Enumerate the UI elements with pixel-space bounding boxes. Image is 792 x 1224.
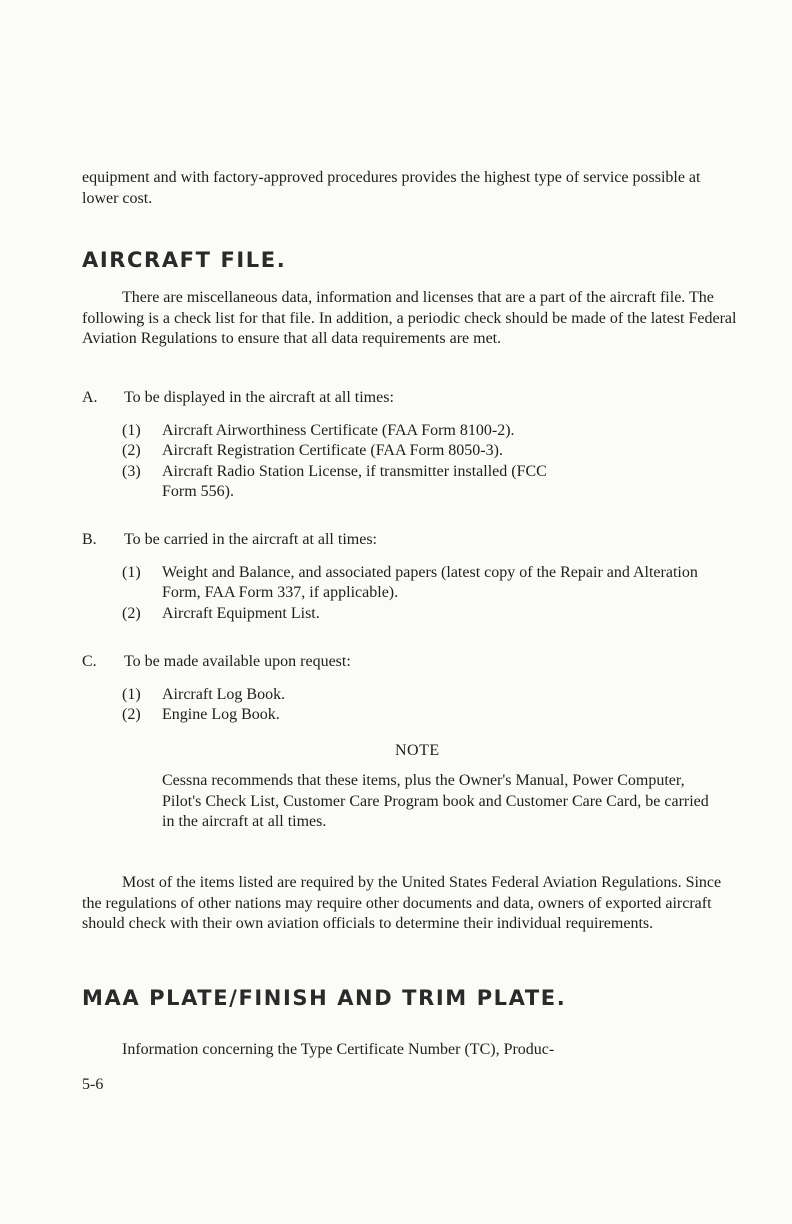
checklist-section-c	[82, 652, 742, 726]
maa-plate-paragraph: Information concerning the Type Certificate Number (TC), Produc-	[122, 1041, 555, 1058]
item-text: Aircraft Log Book.	[162, 685, 286, 703]
checklist-section-a	[82, 388, 742, 503]
list-item	[122, 705, 742, 726]
section-title: To be displayed in the aircraft at all times:	[124, 389, 394, 406]
item-number: (1)	[122, 685, 141, 703]
list-item	[122, 685, 742, 706]
list-item	[122, 604, 742, 625]
note-title: NOTE	[395, 742, 440, 759]
item-text: Aircraft Equipment List.	[162, 604, 320, 622]
item-text: Aircraft Registration Certificate (FAA Form 8050-3).	[162, 442, 503, 459]
item-number: (3)	[122, 462, 141, 480]
item-number: (2)	[122, 706, 141, 723]
checklist-section-b	[82, 530, 742, 624]
item-text: Engine Log Book.	[162, 706, 280, 723]
item-number: (2)	[122, 604, 141, 622]
section-letter: A.	[82, 389, 98, 406]
section-letter: C.	[82, 653, 97, 670]
aircraft-file-intro: There are miscellaneous data, information and licenses that are a part of the aircraft file. The following is a check list for that file. In addition, a periodic check should be made of the latest Federal Aviation Regulations to ensure that all data requirements are met.	[82, 289, 737, 347]
item-number: (1)	[122, 421, 141, 439]
section-title: To be carried in the aircraft at all times:	[124, 531, 377, 548]
list-item	[122, 421, 742, 442]
item-text: Aircraft Airworthiness Certificate (FAA Form 8100-2).	[162, 421, 515, 439]
item-number: (2)	[122, 442, 141, 459]
section-heading-aircraft-file: AIRCRAFT FILE.	[82, 248, 287, 272]
item-number: (1)	[122, 563, 141, 581]
list-item	[122, 462, 742, 503]
continued-paragraph: equipment and with factory-approved procedures provides the highest type of service possible at lower cost.	[82, 169, 701, 207]
list-item	[122, 441, 742, 462]
section-heading-maa-plate: MAA PLATE/FINISH AND TRIM PLATE.	[82, 986, 567, 1010]
item-text: Weight and Balance, and associated papers (latest copy of the Repair and Alteration Form, FAA Form 337, if applicable).	[162, 563, 698, 601]
closing-paragraph: Most of the items listed are required by the United States Federal Aviation Regulations. Since the regulations of other nations may require other documents and data, owners of exported aircraft should check with their own aviation officials to determine their individual requirements.	[82, 874, 722, 932]
note-body: Cessna recommends that these items, plus the Owner's Manual, Power Computer, Pilot's Check List, Customer Care Program book and Customer Care Card, be carried in the aircraft at all times.	[162, 772, 709, 830]
section-title: To be made available upon request:	[124, 653, 351, 670]
item-text: Aircraft Radio Station License, if transmitter installed (FCC Form 556).	[162, 462, 547, 500]
list-item	[122, 563, 742, 604]
section-letter: B.	[82, 531, 97, 548]
page-number: 5-6	[82, 1076, 104, 1093]
